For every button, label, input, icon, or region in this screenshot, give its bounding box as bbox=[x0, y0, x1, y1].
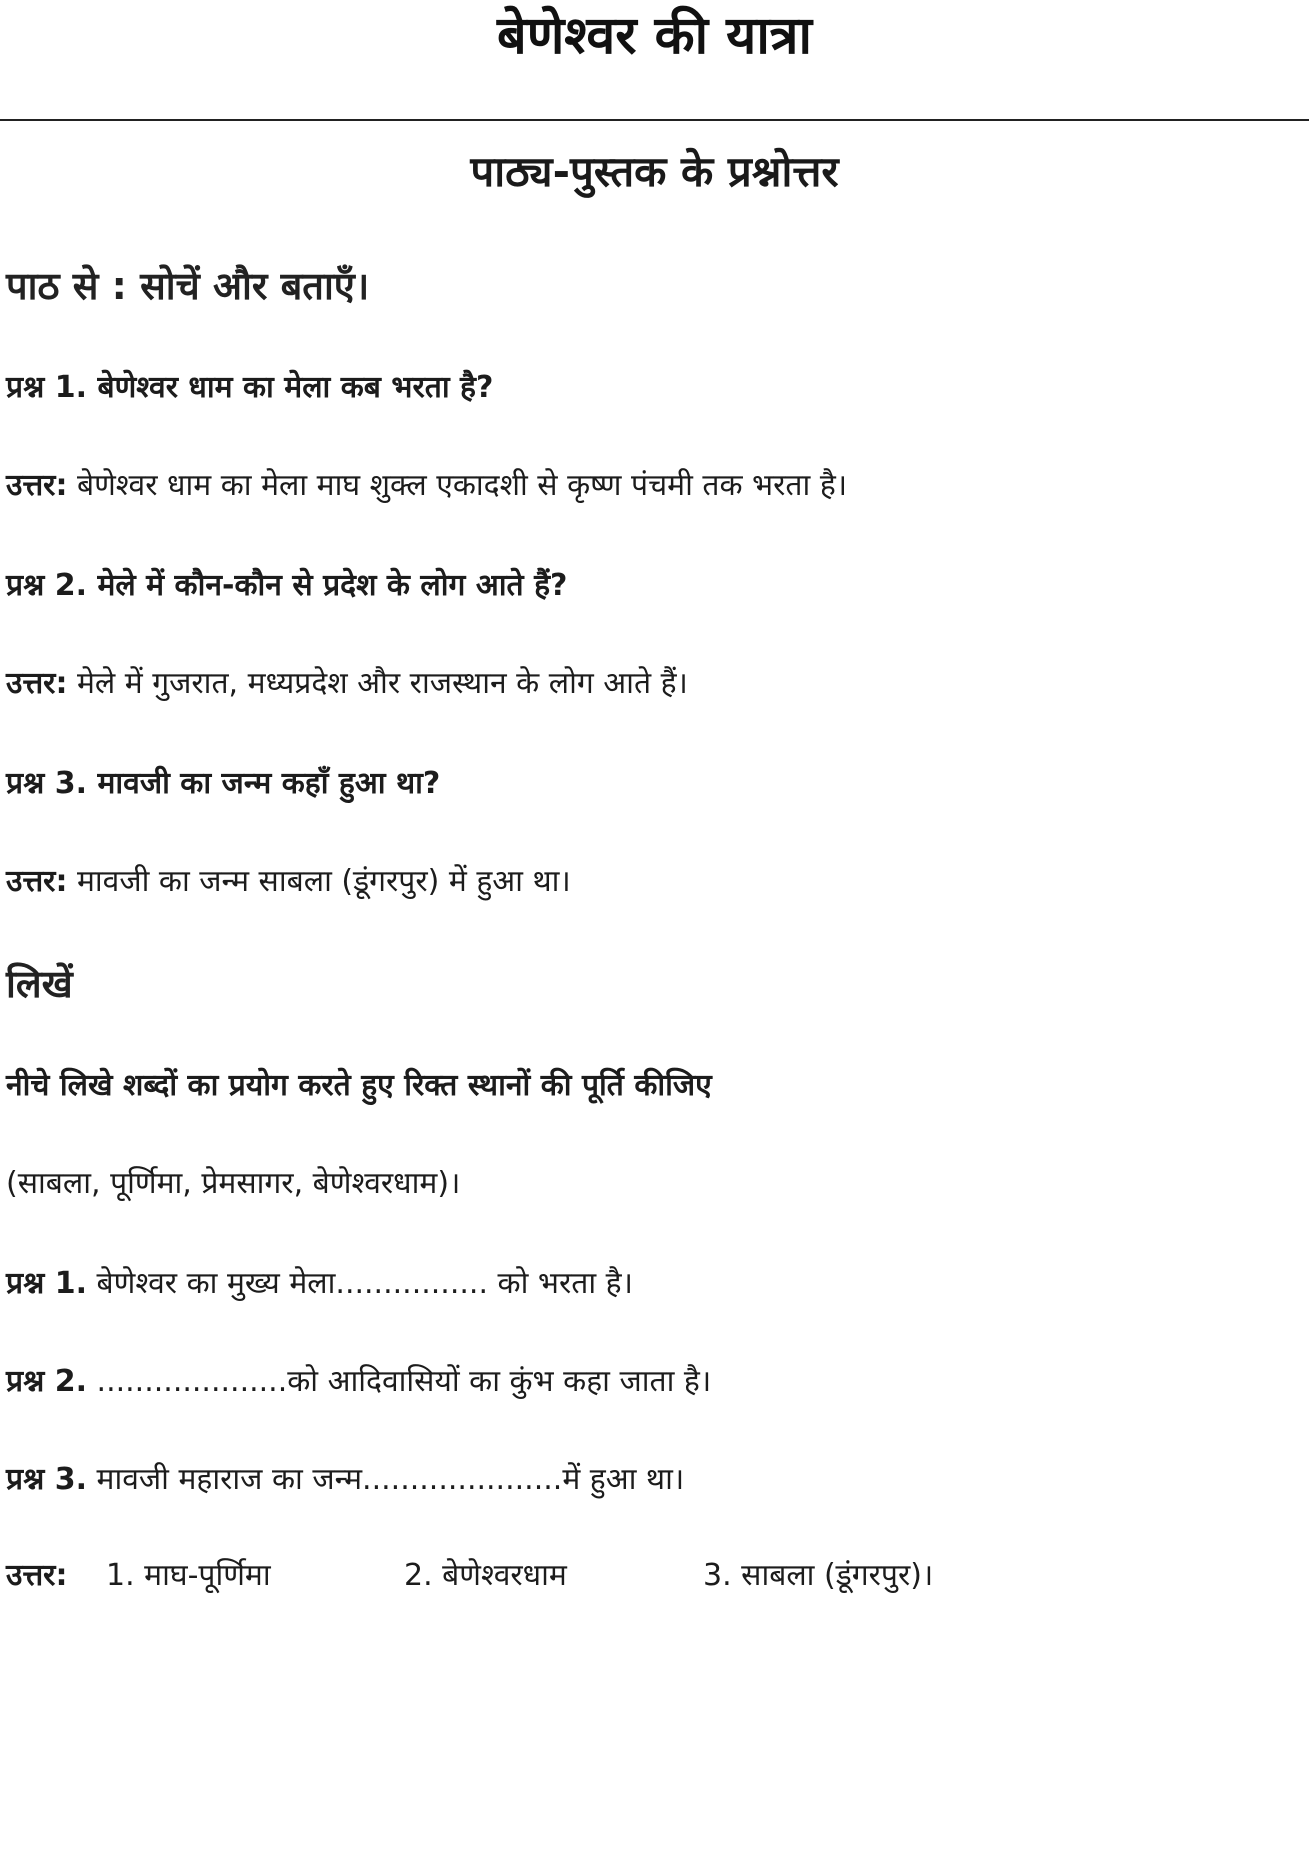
answer-3 bbox=[6, 858, 571, 906]
answer-2 bbox=[6, 660, 688, 708]
blank-answers bbox=[6, 1552, 1206, 1600]
word-bank: (साबला, पूर्णिमा, प्रेमसागर, बेणेश्वरधाम)। bbox=[6, 1166, 461, 1201]
answer-text: मावजी का जन्म साबला (डूंगरपुर) में हुआ था। bbox=[67, 864, 571, 899]
page-subtitle: पाठ्य-पुस्तक के प्रश्नोत्तर bbox=[470, 147, 839, 196]
answer-label: उत्तर: bbox=[6, 468, 68, 503]
answer-label: उत्तर: bbox=[6, 666, 68, 701]
section-heading: पाठ से : सोचें और बताएँ। bbox=[6, 264, 370, 308]
title-divider bbox=[0, 119, 1309, 121]
question-1: प्रश्न 1. बेणेश्वर धाम का मेला कब भरता है? bbox=[6, 370, 494, 405]
question-text: बेणेश्वर का मुख्य मेला................ को भरता है। bbox=[87, 1266, 633, 1301]
blank-answer-2: 2. बेणेश्वरधाम bbox=[404, 1558, 567, 1593]
page-title: बेणेश्वर की यात्रा bbox=[497, 6, 812, 66]
answer-text: बेणेश्वर धाम का मेला माघ शुक्ल एकादशी से कृष्ण पंचमी तक भरता है। bbox=[67, 468, 848, 503]
answer-label: उत्तर: bbox=[6, 864, 68, 899]
blank-answer-1: 1. माघ-पूर्णिमा bbox=[106, 1558, 271, 1593]
blank-answer-3: 3. साबला (डूंगरपुर)। bbox=[703, 1558, 934, 1593]
question-label: प्रश्न 2. bbox=[6, 1364, 87, 1399]
question-3: प्रश्न 3. मावजी का जन्म कहाँ हुआ था? bbox=[6, 766, 441, 801]
blank-question-2 bbox=[6, 1358, 711, 1406]
question-2: प्रश्न 2. मेले में कौन-कौन से प्रदेश के लोग आते हैं? bbox=[6, 568, 568, 603]
blank-question-3 bbox=[6, 1456, 684, 1504]
answer-text: मेले में गुजरात, मध्यप्रदेश और राजस्थान के लोग आते हैं। bbox=[67, 666, 688, 701]
question-text: ....................को आदिवासियों का कुंभ कहा जाता है। bbox=[87, 1364, 712, 1399]
question-label: प्रश्न 3. bbox=[6, 1462, 87, 1497]
section-heading-write: लिखें bbox=[6, 962, 73, 1006]
blank-question-1 bbox=[6, 1260, 633, 1308]
question-label: प्रश्न 1. bbox=[6, 1266, 87, 1301]
question-text: मावजी महाराज का जन्म.....................में हुआ था। bbox=[87, 1462, 685, 1497]
answer-1 bbox=[6, 462, 847, 510]
fill-blanks-instruction: नीचे लिखे शब्दों का प्रयोग करते हुए रिक्त स्थानों की पूर्ति कीजिए bbox=[6, 1068, 712, 1103]
answers-label: उत्तर: bbox=[6, 1558, 68, 1593]
